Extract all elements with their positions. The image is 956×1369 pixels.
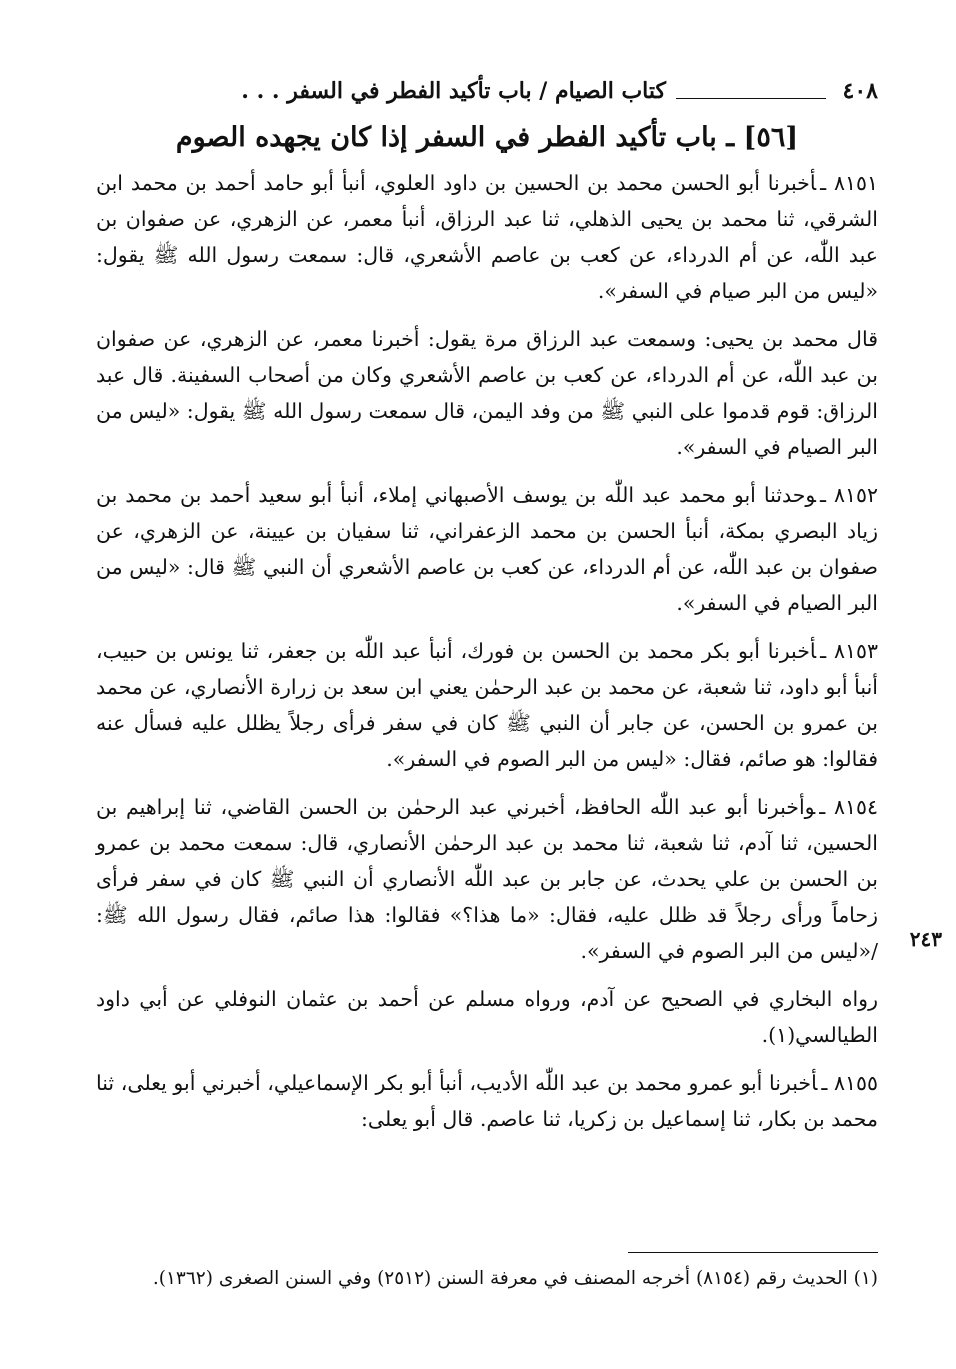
commentary-text: رواه البخاري في الصحيح عن آدم، ورواه مسلم عن أحمد بن عثمان النوفلي عن أبي داود الطيالسي(١).	[96, 987, 878, 1047]
footnotes	[96, 1252, 878, 1293]
hadith-text: أخبرنا أبو بكر محمد بن الحسن بن فورك، أنبأ عبد اللّٰه بن جعفر، ثنا يونس بن حبيب، أنبأ أبو داود، ثنا شعبة، عن محمد بن عبد الرحمٰن يعني ابن سعد بن زرارة الأنصاري، عن محمد بن عمرو بن الحسن، عن جابر أن النبي ﷺ كان في سفر فرأى رجلاً يظلل عليه فسأل عنه فقالوا: هو صائم، فقال: «ليس من البر الصوم في السفر».	[96, 639, 878, 771]
commentary-text: قال محمد بن يحيى: وسمعت عبد الرزاق مرة يقول: أخبرنا معمر، عن الزهري، عن صفوان بن عبد اللّٰه، عن أم الدرداء، عن كعب بن عاصم الأشعري وكان من أصحاب السفينة. قال عبد الرزاق: قوم قدموا على النبي ﷺ من وفد اليمن، قال سمعت رسول الله ﷺ يقول: «ليس من البر الصيام في السفر».	[96, 327, 878, 459]
chapter-title: [٥٦] ـ باب تأكيد الفطر في السفر إذا كان يجهده الصوم	[175, 122, 799, 153]
hadith-8155	[96, 1065, 878, 1137]
margin-page-reference: ٢٤٣	[909, 927, 942, 951]
hadith-number: ٨١٥٤ ـ	[819, 795, 878, 819]
header-rule	[676, 98, 826, 99]
hadith-number: ٨١٥٢ ـ	[819, 483, 878, 507]
page	[96, 72, 942, 1149]
footnote: (١) الحديث رقم (٨١٥٤) أخرجه المصنف في معرفة السنن (٢٥١٢) وفي السنن الصغرى (١٣٦٢).	[152, 1268, 878, 1289]
hadith-text: أخبرنا أبو الحسن محمد بن الحسين بن داود العلوي، أنبأ أبو حامد أحمد بن محمد ابن الشرقي، ثنا محمد بن يحيى الذهلي، ثنا عبد الرزاق، أنبأ معمر، عن الزهري، عن صفوان بن عبد اللّٰه، عن أم الدرداء، عن كعب بن عاصم الأشعري، قال: سمعت رسول الله ﷺ يقول: «ليس من البر صيام في السفر».	[96, 171, 878, 303]
hadith-number: ٨١٥٥ ـ	[821, 1071, 878, 1095]
hadith-8151	[96, 165, 878, 309]
hadith-8154-wrapper	[96, 789, 942, 969]
hadith-8152	[96, 477, 878, 621]
page-header	[96, 72, 878, 112]
hadith-number: ٨١٥١ ـ	[820, 171, 879, 195]
page-number: ٤٠٨	[842, 78, 878, 104]
hadith-text: وأخبرنا أبو عبد اللّٰه الحافظ، أخبرني عبد الرحمٰن بن الحسن القاضي، ثنا إبراهيم بن الحسين، ثنا آدم، ثنا شعبة، ثنا محمد بن عبد الرحمٰن الأنصاري، قال: سمعت محمد بن عمرو بن الحسن بن علي يحدث، عن جابر بن عبد اللّٰه الأنصاري أن النبي ﷺ كان في سفر فرأى زحاماً ورأى رجلاً قد ظلل عليه، فقال: «ما هذا؟» فقالوا: هذا صائم، فقال رسول الله ﷺ: /«ليس من البر الصوم في السفر».	[96, 795, 878, 963]
commentary-paragraph	[96, 321, 878, 465]
footnote-rule	[628, 1252, 878, 1253]
hadith-text: أخبرنا أبو عمرو محمد بن عبد اللّٰه الأديب، أنبأ أبو بكر الإسماعيلي، أخبرني أبو يعلى، ثنا محمد بن بكار، ثنا إسماعيل بن زكريا، ثنا عاصم. قال أبو يعلى:	[96, 1071, 878, 1131]
hadith-8154	[96, 789, 878, 969]
hadith-number: ٨١٥٣ ـ	[820, 639, 878, 663]
hadith-8153	[96, 633, 878, 777]
running-title: كتاب الصيام / باب تأكيد الفطر في السفر . . .	[241, 78, 666, 104]
hadith-text: وحدثنا أبو محمد عبد اللّٰه بن يوسف الأصبهاني إملاء، أنبأ أبو سعيد أحمد بن محمد بن زياد البصري بمكة، أنبأ الحسن بن محمد الزعفراني، ثنا سفيان بن عيينة، عن الزهري، عن صفوان بن عبد اللّٰه، عن أم الدرداء، عن كعب بن عاصم الأشعري أن النبي ﷺ قال: «ليس من البر الصيام في السفر».	[96, 483, 878, 615]
commentary-paragraph	[96, 981, 878, 1053]
